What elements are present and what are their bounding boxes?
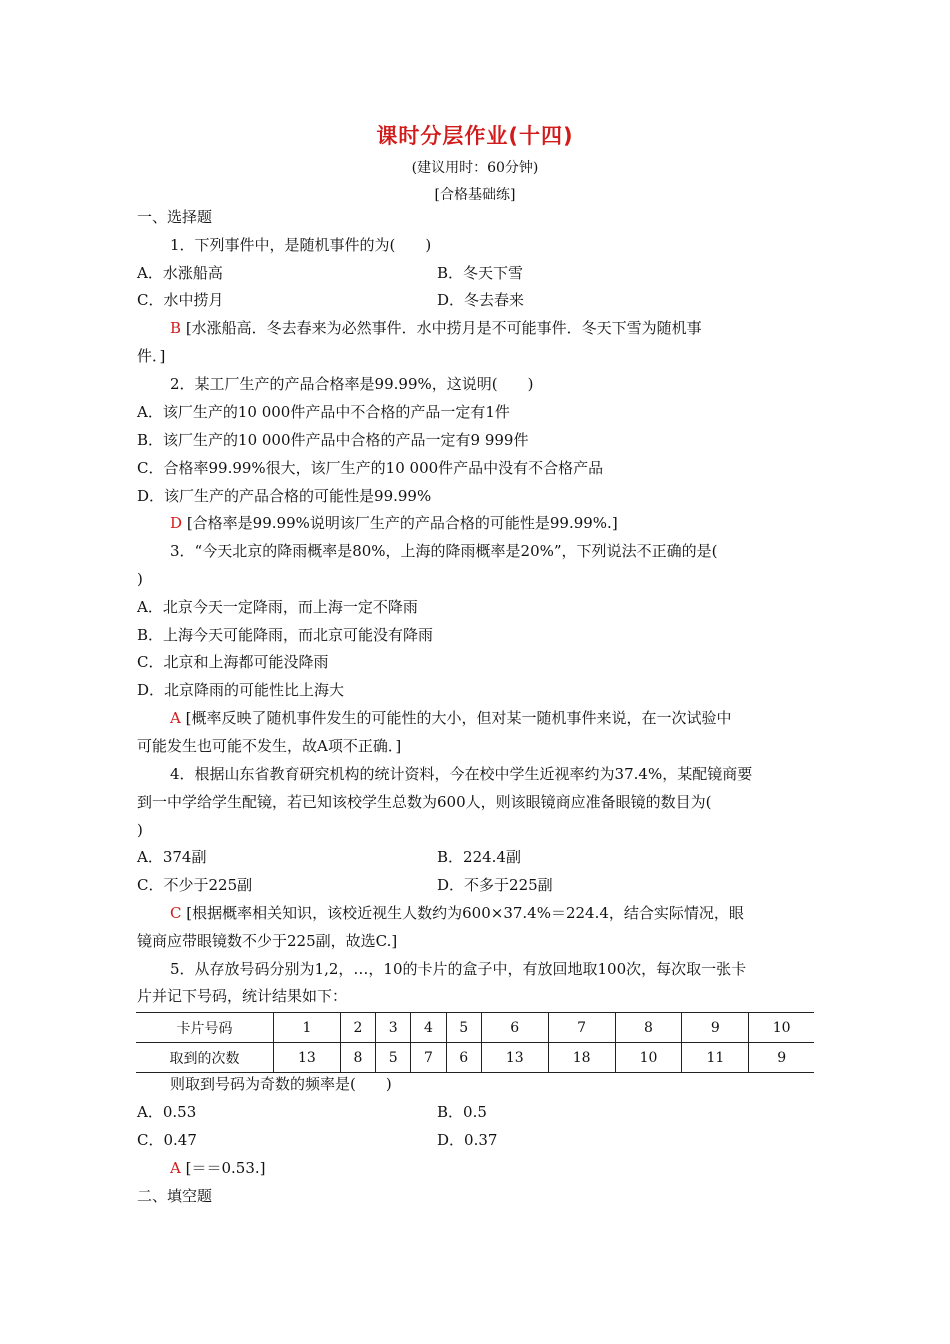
q1-explanation: [水涨船高．冬去春来为必然事件．水中捞月是不可能事件．冬天下雪为随机事	[185, 319, 702, 337]
table-cell: 3	[376, 1013, 411, 1043]
q4-explanation-cont: 镜商应带眼镜数不少于225副，故选C.]	[137, 932, 398, 950]
table-cell: 7	[548, 1013, 615, 1043]
time-note: (建议用时：60分钟)	[411, 160, 539, 176]
q3-option-c: C．北京和上海都可能没降雨	[137, 653, 329, 671]
table-row-label: 取到的次数	[136, 1043, 274, 1073]
page-title: 课时分层作业(十四)	[376, 124, 574, 148]
table-cell: 1	[274, 1013, 341, 1043]
table-cell: 6	[481, 1013, 548, 1043]
q5-option-b: B．0.5	[437, 1103, 487, 1121]
q5-stem-cont: 片并记下号码，统计结果如下：	[137, 987, 348, 1005]
table-cell: 10	[615, 1043, 682, 1073]
table-cell: 18	[548, 1043, 615, 1073]
q3-stem: 3．“今天北京的降雨概率是80%，上海的降雨概率是20%”，下列说法不正确的是(	[170, 542, 718, 560]
q3-solution	[170, 708, 731, 728]
q1-option-a: A．水涨船高	[137, 264, 223, 282]
q4-option-d: D．不多于225副	[437, 876, 553, 894]
q2-answer: D	[170, 514, 183, 532]
table-row	[136, 1013, 814, 1043]
section-heading-fill: 二、填空题	[137, 1187, 213, 1205]
q4-stem-cont: 到一中学给学生配镜，若已知该校学生总数为600人，则该眼镜商应准备眼镜的数目为(	[137, 793, 712, 811]
q3-option-d: D．北京降雨的可能性比上海大	[137, 681, 345, 699]
table-cell: 6	[446, 1043, 481, 1073]
table-cell: 11	[682, 1043, 749, 1073]
q1-answer: B	[170, 319, 182, 337]
q5-option-c: C．0.47	[137, 1131, 197, 1149]
q5-option-a: A．0.53	[137, 1103, 197, 1121]
q4-option-c: C．不少于225副	[137, 876, 253, 894]
q1-stem: 1．下列事件中，是随机事件的为( )	[170, 236, 432, 254]
q3-stem-cont: )	[137, 570, 143, 588]
q3-explanation: [概率反映了随机事件发生的可能性的大小，但对某一随机事件来说，在一次试验中	[185, 709, 732, 727]
q5-answer: A	[170, 1159, 181, 1177]
q5-card-table	[136, 1012, 814, 1073]
q2-explanation: [合格率是99.99%说明该厂生产的产品合格的可能性是99.99%.]	[186, 514, 618, 532]
table-cell: 8	[615, 1013, 682, 1043]
q5-stem: 5．从存放号码分别为1,2，…，10的卡片的盒子中，有放回地取100次，每次取一张卡	[170, 960, 747, 978]
q2-stem: 2．某工厂生产的产品合格率是99.99%，这说明( )	[170, 375, 534, 393]
q3-answer: A	[170, 709, 181, 727]
table-cell: 5	[376, 1043, 411, 1073]
table-row	[136, 1043, 814, 1073]
q2-solution	[170, 513, 618, 533]
table-row-label: 卡片号码	[136, 1013, 274, 1043]
level-label: [合格基础练]	[434, 187, 516, 203]
table-cell: 5	[446, 1013, 481, 1043]
table-cell: 13	[481, 1043, 548, 1073]
q1-option-b: B．冬天下雪	[437, 264, 524, 282]
q4-stem: 4．根据山东省教育研究机构的统计资料，今在校中学生近视率约为37.4%，某配镜商要	[170, 765, 753, 783]
table-cell: 10	[749, 1013, 814, 1043]
q3-explanation-cont: 可能发生也可能不发生，故A项不正确．]	[137, 737, 402, 755]
q1-solution	[170, 318, 702, 338]
q2-option-c: C．合格率99.99%很大，该厂生产的10 000件产品中没有不合格产品	[137, 459, 604, 477]
table-cell: 8	[340, 1043, 375, 1073]
q4-option-b: B．224.4副	[437, 848, 521, 866]
table-cell: 9	[682, 1013, 749, 1043]
q4-solution	[170, 903, 744, 923]
q4-answer: C	[170, 904, 182, 922]
q2-option-a: A．该厂生产的10 000件产品中不合格的产品一定有1件	[137, 403, 510, 421]
table-cell: 2	[340, 1013, 375, 1043]
q5-explanation: [＝＝0.53.]	[185, 1159, 266, 1177]
q5-option-d: D．0.37	[437, 1131, 498, 1149]
q1-option-d: D．冬去春来	[437, 291, 525, 309]
section-heading-choice: 一、选择题	[137, 208, 213, 226]
q5-solution	[170, 1158, 266, 1178]
table-cell: 9	[749, 1043, 814, 1073]
q1-explanation-cont: 件．]	[137, 347, 166, 365]
q4-option-a: A．374副	[137, 848, 207, 866]
table-cell: 7	[411, 1043, 446, 1073]
q5-question: 则取到号码为奇数的频率是( )	[170, 1075, 392, 1093]
q2-option-b: B．该厂生产的10 000件产品中合格的产品一定有9 999件	[137, 431, 529, 449]
q3-option-a: A．北京今天一定降雨，而上海一定不降雨	[137, 598, 418, 616]
q2-option-d: D．该厂生产的产品合格的可能性是99.99%	[137, 487, 432, 505]
q3-option-b: B．上海今天可能降雨，而北京可能没有降雨	[137, 626, 434, 644]
q4-stem-end: )	[137, 821, 143, 839]
table-cell: 4	[411, 1013, 446, 1043]
table-cell: 13	[274, 1043, 341, 1073]
q1-option-c: C．水中捞月	[137, 291, 224, 309]
q4-explanation: [根据概率相关知识，该校近视生人数约为600×37.4%＝224.4，结合实际情况，眼	[186, 904, 744, 922]
